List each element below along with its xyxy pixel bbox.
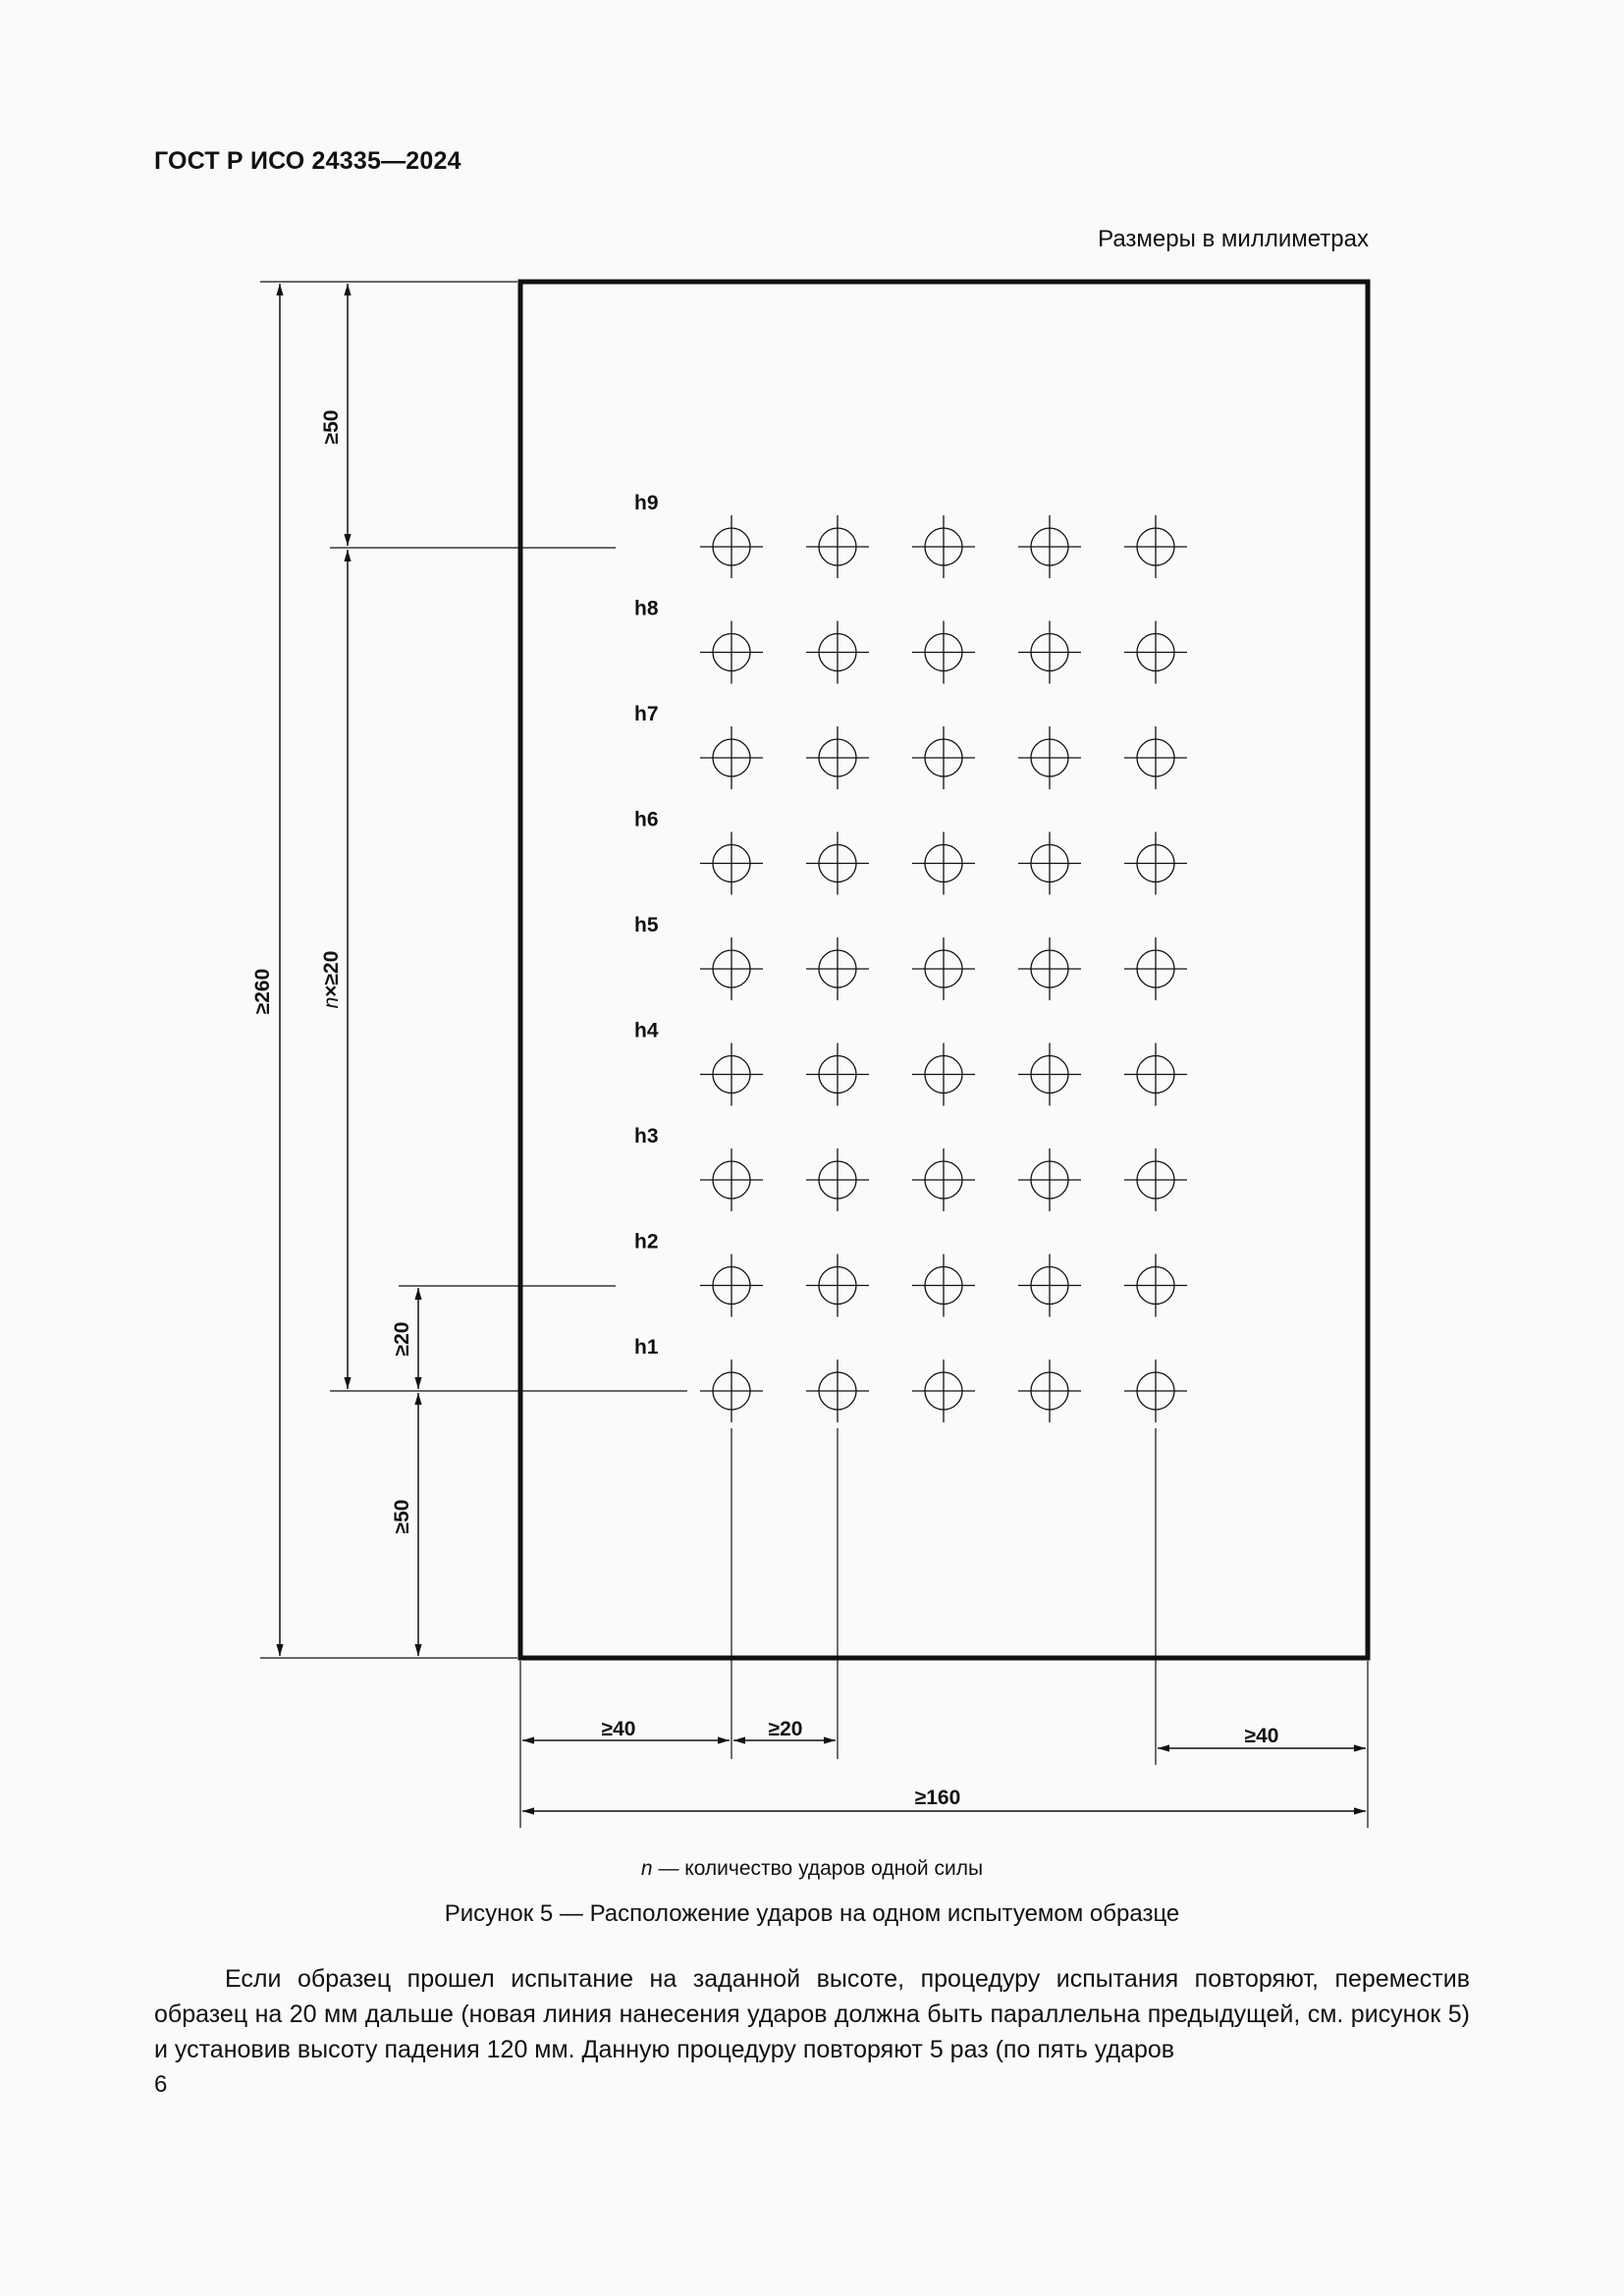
label-top-margin: ≥50 [320, 409, 343, 445]
impact-mark [1124, 515, 1187, 578]
impact-mark [1018, 1255, 1081, 1317]
impact-mark [1018, 621, 1081, 684]
impact-mark [912, 1360, 975, 1422]
note-text: — количество ударов одной силы [652, 1857, 984, 1880]
units-note: Размеры в миллиметрах [1098, 226, 1369, 252]
impact-mark [700, 832, 763, 895]
figure-caption: Рисунок 5 — Расположение ударов на одном испытуемом образце [444, 1900, 1180, 1927]
label-row-spacing: ≥20 [391, 1321, 413, 1357]
impact-mark [1124, 726, 1187, 789]
impact-mark [806, 726, 869, 789]
extension-lines [260, 282, 1368, 1828]
impact-mark [912, 1255, 975, 1317]
impact-mark [912, 832, 975, 895]
impact-mark [912, 1148, 975, 1211]
row-label-h9: h9 [634, 492, 659, 514]
impact-mark [700, 937, 763, 1000]
impact-mark [1018, 937, 1081, 1000]
label-rows-span [320, 951, 343, 1009]
impact-mark [806, 1360, 869, 1422]
label-rows-span-rest: ×≥20 [320, 950, 343, 997]
impact-mark [1124, 1360, 1187, 1422]
label-rows-span-n: n [320, 996, 343, 1009]
impact-mark [806, 1148, 869, 1211]
row-label-h8: h8 [634, 597, 659, 620]
document-header: ГОСТ Р ИСО 24335—2024 [154, 147, 461, 175]
impact-mark [912, 726, 975, 789]
impact-mark [1018, 1043, 1081, 1106]
impact-mark [1018, 832, 1081, 895]
impact-mark [700, 1360, 763, 1422]
impact-mark [806, 832, 869, 895]
impact-mark [1124, 832, 1187, 895]
impact-mark [912, 515, 975, 578]
label-total-height: ≥260 [251, 968, 274, 1015]
row-label-h3: h3 [634, 1125, 659, 1148]
impact-mark [1018, 726, 1081, 789]
dimension-lines [280, 284, 1366, 1811]
impact-mark [912, 621, 975, 684]
row-label-h2: h2 [634, 1230, 659, 1254]
impact-mark [1124, 1043, 1187, 1106]
impact-mark [806, 515, 869, 578]
row-label-h5: h5 [634, 914, 659, 936]
impact-mark [700, 726, 763, 789]
row-label-h4: h4 [634, 1019, 659, 1042]
row-labels [634, 492, 659, 1359]
impact-mark [1124, 621, 1187, 684]
impact-mark [700, 1255, 763, 1317]
impact-mark [1124, 1255, 1187, 1317]
impact-mark [1018, 515, 1081, 578]
label-total-width: ≥160 [914, 1787, 961, 1809]
impact-mark [700, 1148, 763, 1211]
impact-mark [1018, 1148, 1081, 1211]
impact-mark [912, 1043, 975, 1106]
figure-note [0, 1857, 1624, 1881]
row-label-h7: h7 [634, 703, 659, 725]
label-right-margin: ≥40 [1244, 1725, 1279, 1747]
impact-mark [1124, 1148, 1187, 1211]
note-symbol: n [640, 1857, 653, 1880]
row-label-h6: h6 [634, 808, 659, 831]
impact-mark [700, 515, 763, 578]
label-column-spacing: ≥20 [768, 1718, 803, 1740]
impact-mark [806, 1255, 869, 1317]
impact-mark [806, 937, 869, 1000]
impact-mark [1018, 1360, 1081, 1422]
label-bottom-margin: ≥50 [391, 1499, 413, 1534]
body-paragraph: Если образец прошел испытание на заданной высоте, процедуру испытания повторяют, переместив образец на 20 мм дальше (новая линия нанесения ударов должна быть параллельна предыдущей, см. рисунок 5) и установив высоту падения 120 мм. Данную процедуру повторяют 5 раз (по пять ударов [154, 1965, 1470, 2063]
impact-mark [1124, 937, 1187, 1000]
page-number: 6 [154, 2071, 168, 2098]
impact-mark [700, 1043, 763, 1106]
impact-mark [912, 937, 975, 1000]
row-label-h1: h1 [634, 1336, 659, 1359]
impact-mark [806, 1043, 869, 1106]
impact-mark [806, 621, 869, 684]
impact-mark [700, 621, 763, 684]
label-left-margin: ≥40 [601, 1718, 636, 1740]
impact-marks [700, 515, 1187, 1422]
